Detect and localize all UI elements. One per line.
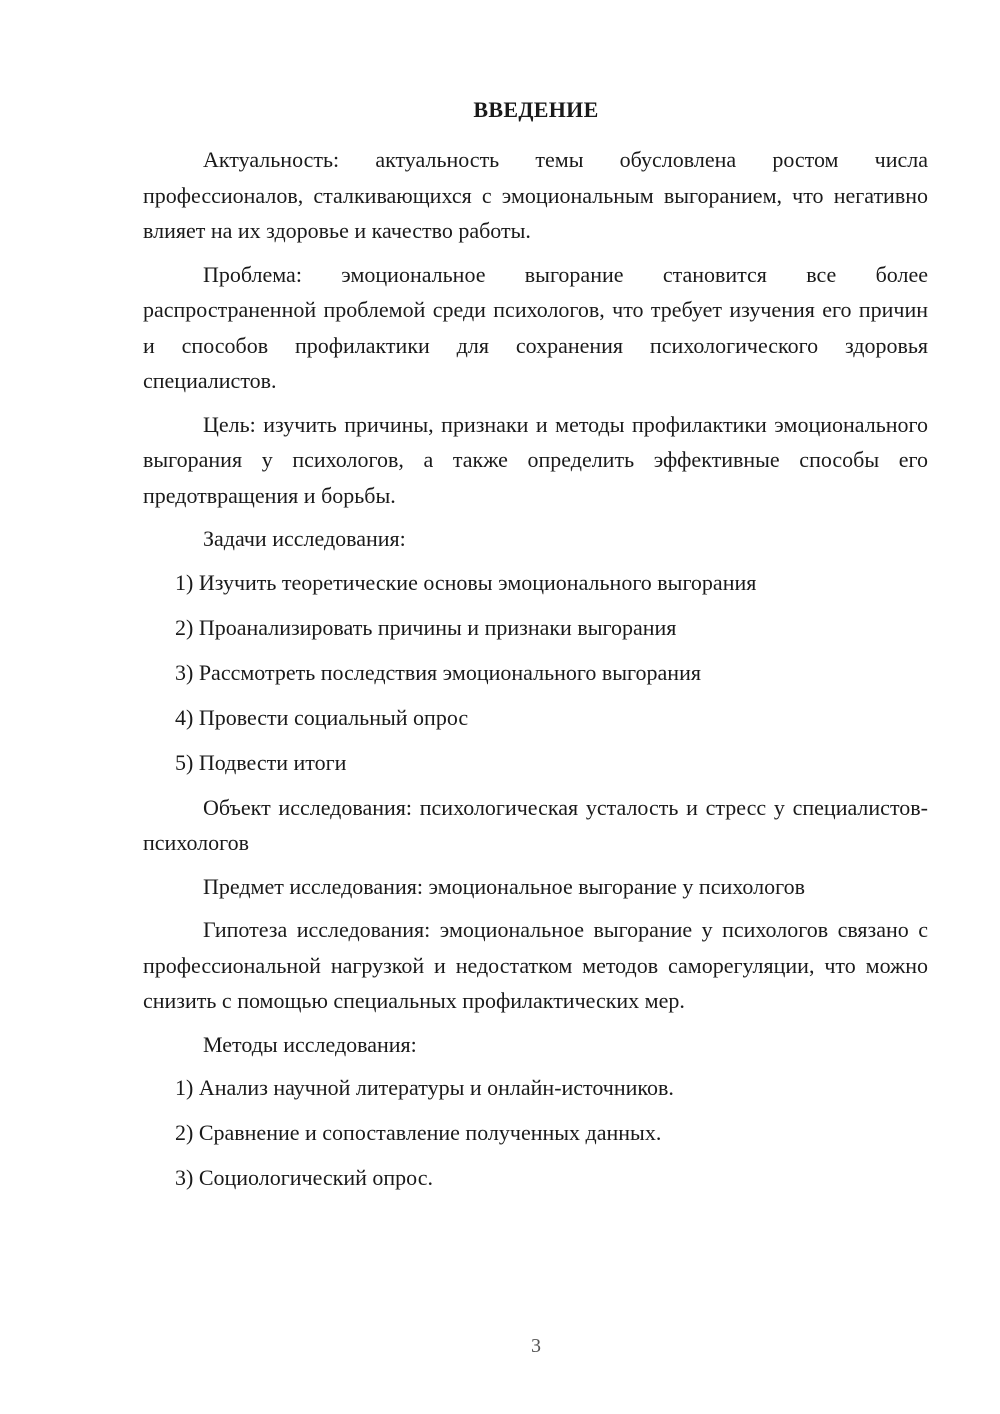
goal-paragraph: Цель: изучить причины, признаки и методы профилактики эмоционального выгорания у психологов, а также определить эффективные способы его предотвращения и борьбы. — [143, 411, 928, 508]
list-item: 4) Провести социальный опрос — [175, 704, 469, 730]
list-item: 3) Социологический опрос. — [175, 1165, 433, 1190]
methods-list — [143, 1070, 928, 1196]
problem-paragraph: Проблема: эмоциональное выгорание становится все более распространенной проблемой среди психологов, что требует изучения его причин и способов профилактики для сохранения психологического здоровья специалистов. — [143, 261, 928, 393]
page-number: 3 — [531, 1335, 541, 1357]
list-item: 2) Проанализировать причины и признаки выгорания — [175, 614, 677, 640]
list-item: 1) Анализ научной литературы и онлайн-источников. — [175, 1075, 674, 1100]
list-item: 3) Рассмотреть последствия эмоционального выгорания — [175, 659, 701, 685]
list-item: 1) Изучить теоретические основы эмоционального выгорания — [175, 569, 757, 595]
methods-heading: Методы исследования: — [203, 1031, 417, 1057]
tasks-list — [143, 565, 928, 781]
subject-paragraph: Предмет исследования: эмоциональное выгорание у психологов — [203, 873, 805, 899]
relevance-paragraph: Актуальность: актуальность темы обусловлена ростом числа профессионалов, сталкивающихся с эмоциональным выгоранием, что негативно влияет на их здоровье и качество работы. — [143, 147, 928, 243]
page-title: ВВЕДЕНИЕ — [473, 97, 599, 122]
list-item: 5) Подвести итоги — [175, 749, 347, 775]
list-item: 2) Сравнение и сопоставление полученных данных. — [175, 1120, 662, 1145]
tasks-heading: Задачи исследования: — [203, 526, 406, 551]
object-paragraph: Объект исследования: психологическая усталость и стресс у специалистов-психологов — [143, 794, 928, 855]
document-body — [143, 142, 928, 1205]
hypothesis-paragraph: Гипотеза исследования: эмоциональное выгорание у психологов связано с профессиональной нагрузкой и недостатком методов саморегуляции, что можно снизить с помощью специальных профилактических мер. — [143, 917, 928, 1013]
